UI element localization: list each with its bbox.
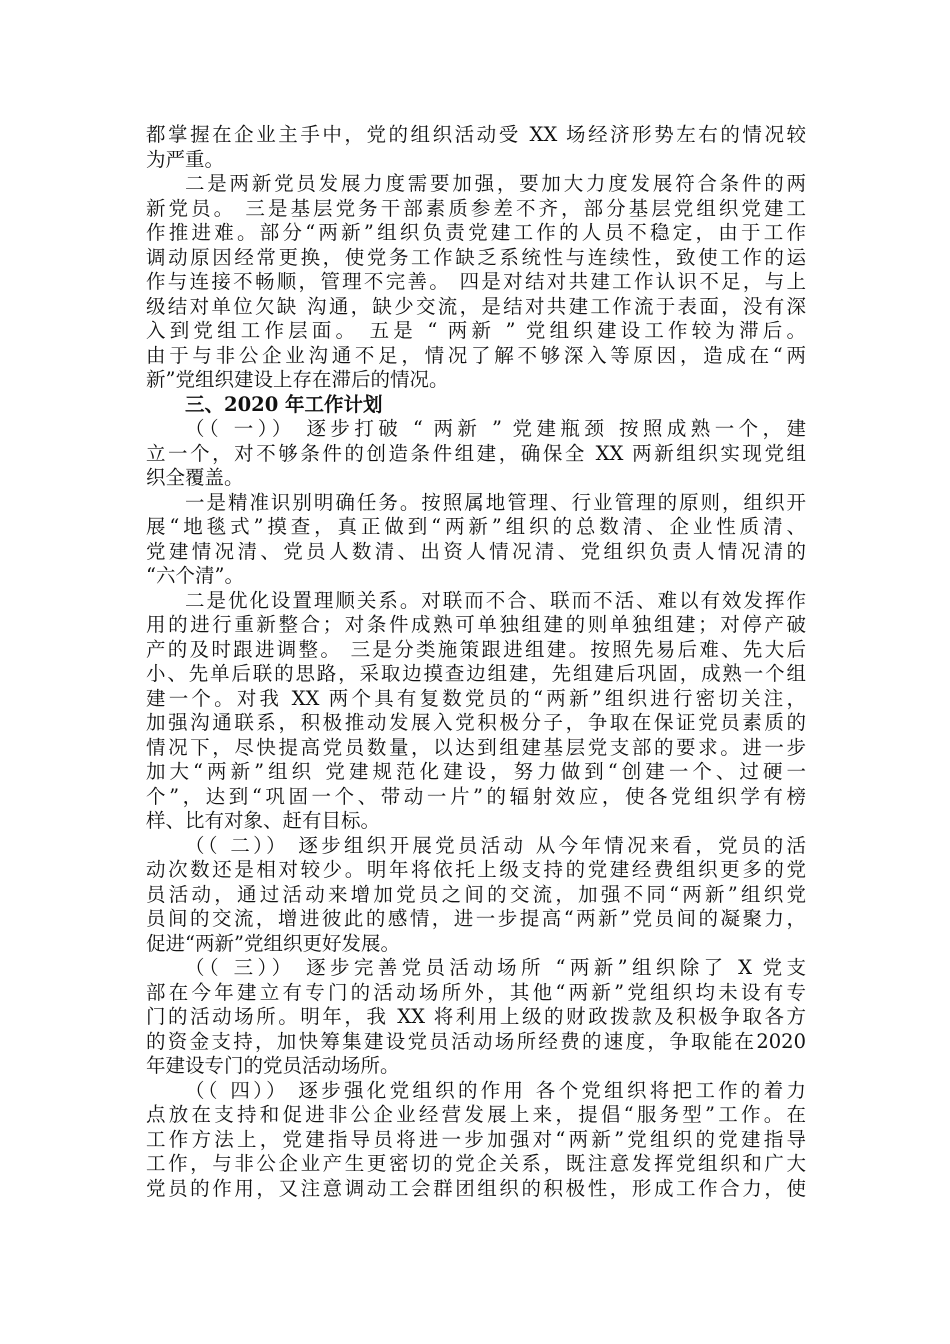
text-line: 作推进难。部分“两新”组织负责党建工作的人员不稳定，由于工作 (146, 221, 806, 244)
text-line: 入到党组工作层面。 五是 “ 两新 ” 党组织建设工作较为滞后。 (146, 319, 806, 342)
text-line: 二是两新党员发展力度需要加强，要加大力度发展符合条件的两 (185, 172, 806, 195)
text-line: 样、比有对象、赶有目标。 (146, 809, 381, 832)
text-line: （（ 四）） 逐步强化党组织的作用 各个党组织将把工作的着力 (185, 1078, 806, 1102)
text-line: 员间的交流，增进彼此的感情，进一步提高“两新”党员间的凝聚力， (146, 907, 806, 930)
text-line: 年建设专门的党员活动场所。 (146, 1054, 400, 1077)
text-line: （（ 三）） 逐步完善党员活动场所 “两新”组织除了 X 党支 (185, 956, 806, 979)
text-line: 党员的作用，又注意调动工会群团组织的积极性，形成工作合力，使 (146, 1176, 806, 1200)
text-line: 新党员。 三是基层党务干部素质参差不齐，部分基层党组织党建工 (146, 196, 806, 220)
text-line: 新”党组织建设上存在滞后的情况。 (146, 368, 449, 391)
text-line: “六个清”。 (146, 564, 244, 587)
text-line: 的资金支持，加快筹集建设党员活动场所经费的速度，争取能在2020 (146, 1029, 806, 1053)
text-line: 用的进行重新整合；对条件成熟可单独组建的则单独组建；对停产破 (146, 613, 806, 636)
text-line: 由于与非公企业沟通不足，情况了解不够深入等原因，造成在“两 (146, 343, 806, 367)
text-line: 展“地毯式”摸查，真正做到“两新”组织的总数清、企业性质清、 (146, 515, 806, 538)
text-line: 级结对单位欠缺 沟通，缺少交流，是结对共建工作流于表面，没有深 (146, 294, 806, 318)
text-line: 都掌握在企业主手中，党的组织活动受 XX 场经济形势左右的情况较 (146, 123, 806, 146)
text-line: 立一个，对不够条件的创造条件组建，确保全 XX 两新组织实现党组 (146, 441, 806, 465)
text-line: 情况下，尽快提高党员数量，以达到组建基层党支部的要求。进一步 (146, 735, 806, 759)
text-line: 促进“两新”党组织更好发展。 (146, 931, 400, 955)
text-line: 产的及时跟进调整。 三是分类施策跟进组建。按照先易后难、先大后 (146, 637, 806, 661)
text-line: 工作方法上，党建指导员将进一步加强对“两新”党组织的党建指导 (146, 1127, 806, 1151)
text-line: 党建情况清、党员人数清、出资人情况清、党组织负责人情况清的 (146, 539, 806, 563)
text-line: 员活动，通过活动来增加党员之间的交流，加强不同“两新”组织党 (146, 882, 806, 906)
section-heading: 三、2020 年工作计划 (185, 392, 383, 416)
text-line: 工作，与非公企业产生更密切的党企关系，既注意发挥党组织和广大 (146, 1152, 806, 1175)
text-line: 二是优化设置理顺关系。对联而不合、联而不活、难以有效发挥作 (185, 588, 806, 612)
text-line: 门的活动场所。明年，我 XX 将利用上级的财政拨款及积极争取各方 (146, 1005, 806, 1028)
text-line: 一是精准识别明确任务。按照属地管理、行业管理的原则，组织开 (185, 490, 806, 514)
text-line: （（ 一）） 逐步打破 “ 两新 ” 党建瓶颈 按照成熟一个，建 (185, 417, 806, 440)
text-line: 个”，达到“巩固一个、带动一片”的辐射效应，使各党组织学有榜 (146, 784, 806, 808)
text-line: 作与连接不畅顺，管理不完善。 四是对结对共建工作认识不足，与上 (146, 270, 806, 293)
text-line: 部在今年建立有专门的活动场所外，其他“两新”党组织均未设有专 (146, 980, 806, 1004)
document-body (146, 123, 806, 1201)
text-line: 为严重。 (146, 147, 225, 171)
text-line: 建一个。对我 XX 两个具有复数党员的“两新”组织进行密切关注， (146, 686, 806, 710)
text-line: 点放在支持和促进非公企业经营发展上来，提倡“服务型”工作。在 (146, 1103, 806, 1126)
text-line: 加强沟通联系，积极推动发展入党积极分子，争取在保证党员素质的 (146, 711, 806, 734)
text-line: 动次数还是相对较少。明年将依托上级支持的党建经费组织更多的党 (146, 858, 806, 881)
text-line: 小、先单后联的思路，采取边摸查边组建，先组建后巩固，成熟一个组 (146, 662, 806, 685)
text-line: 加大“两新”组织 党建规范化建设，努力做到“创建一个、过硬一 (146, 760, 806, 783)
text-line: 调动原因经常更换，使党务工作缺乏系统性与连续性，致使工作的运 (146, 245, 806, 269)
text-line: 织全覆盖。 (146, 466, 244, 489)
text-line: （（ 二）） 逐步组织开展党员活动 从今年情况来看，党员的活 (185, 833, 806, 857)
